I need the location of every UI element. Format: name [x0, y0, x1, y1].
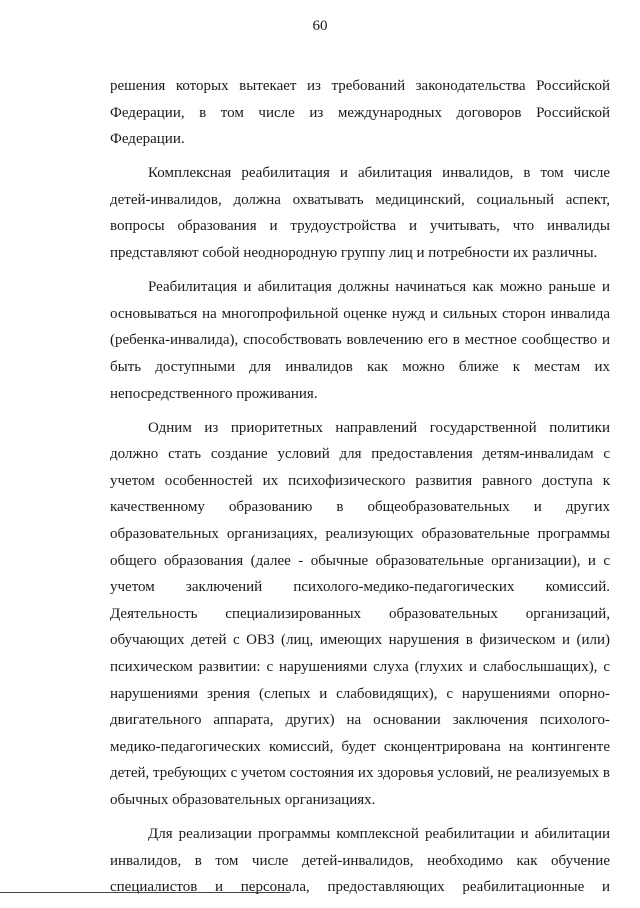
page-number: 60 [312, 18, 328, 34]
document-body [110, 73, 610, 908]
paragraph-education-policy: Одним из приоритетных направлений государственной политики должно стать создание условий для предоставления детям-инвалидам с учетом особенностей их психофизического развития равного доступа к качественному образованию в общеобразовательных и других образовательных организациях, реализующих образовательные программы общего образования (далее - обычные образовательные организации), и с учетом заключений психолого-медико-педагогических комиссий. Деятельность специализированных образовательных организаций, обучающих детей с ОВЗ (лиц, имеющих нарушения в физическом и (или) психическом развитии: с нарушениями слуха (глухих и слабослышащих), с нарушениями зрения (слепых и слабовидящих), с нарушениями опорно-двигательного аппарата, других) на основании заключения психолого-медико-педагогических комиссий, будет сконцентрирована на контингенте детей, требующих с учетом состояния их здоровья условий, не реализуемых в обычных образовательных организациях. [110, 419, 610, 808]
paragraph-specialist-training: Для реализации программы комплексной реабилитации и абилитации инвалидов, в том числе детей-инвалидов, необходимо как обучение специалистов и персонала, предоставляющих реабилитационные и [110, 826, 610, 896]
paragraph-rehabilitation-scope: Комплексная реабилитация и абилитация инвалидов, в том числе детей-инвалидов, должна охватывать медицинский, социальный аспект, вопросы образования и трудоустройства и учитывать, что инвалиды представляют собой неоднородную группу лиц и потребности их различны. [110, 165, 610, 262]
paragraph-continuation: решения которых вытекает из требований законодательства Российской Федерации, в том числе из международных договоров Российской Федерации. [110, 78, 610, 148]
footer-rule [0, 892, 290, 893]
paragraph-early-rehabilitation: Реабилитация и абилитация должны начинаться как можно раньше и основываться на многопрофильной оценке нужд и сильных сторон инвалида (ребенка-инвалида), способствовать вовлечению его в местное сообщество и быть доступными для инвалидов как можно ближе к местам их непосредственного проживания. [110, 279, 610, 402]
